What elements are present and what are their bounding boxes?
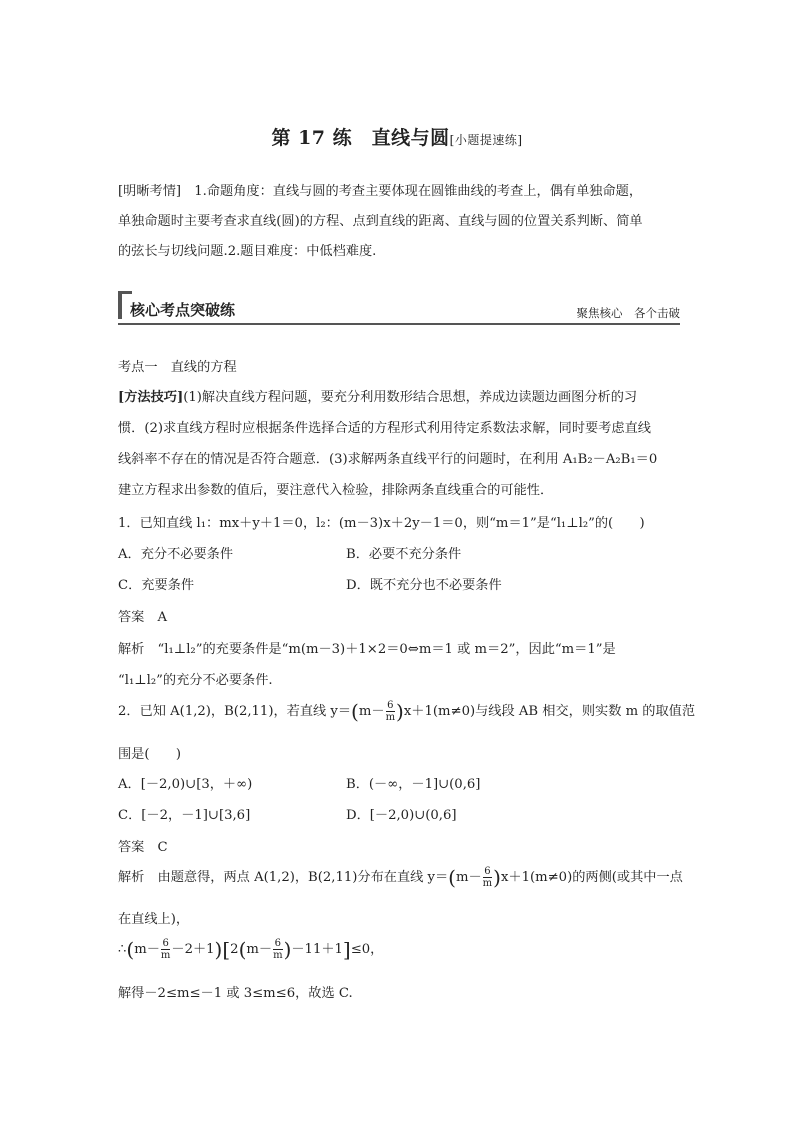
q1-analysis-1: 解析 “l₁⊥l₂”的充要条件是“m(m－3)＋1×2＝0⇔m＝1 或 m＝2”，因此“m＝1”是 <box>118 642 616 657</box>
q2-fraction: $\frac{6}{m}$ <box>385 700 396 723</box>
section-header <box>118 291 680 325</box>
q2-stem-line-1: 2．已知 A(1,2)，B(2,11)，若直线 y＝(m－ $\frac{6}{m}$ )x＋1(m≠0)与线段 AB 相交，则实数 m 的取值范 <box>118 699 696 724</box>
q1-analysis-2: “l₁⊥l₂”的充分不必要条件. <box>118 673 273 688</box>
intro-tag: [明晰考情] <box>118 184 182 199</box>
section-label: 核心考点突破练 <box>130 301 236 319</box>
q2-answer: 答案 C <box>118 840 168 855</box>
q1-answer: 答案 A <box>118 610 168 625</box>
q2-option-a: A．[－2,0)∪[3，＋∞) <box>118 777 253 792</box>
q1-option-c: C．充要条件 <box>118 578 195 593</box>
title-sub: [小题提速练] <box>449 133 523 147</box>
topic-heading: 考点一 直线的方程 <box>118 360 237 375</box>
intro-line-3: 的弦长与切线问题.2.题目难度：中低档难度. <box>118 244 377 259</box>
q1-stem: 1．已知直线 l₁：mx＋y＋1＝0，l₂：(m－3)x＋2y－1＝0，则“m＝1”是“l₁⊥l₂”的( ) <box>118 516 645 531</box>
q2-analysis-line-1: 解析 由题意得，两点 A(1,2)，B(2,11)分布在直线 y＝(m－ $\frac{6}{m}$ )x＋1(m≠0)的两侧(或其中一点 <box>118 865 683 890</box>
q1-option-a: A．充分不必要条件 <box>118 547 234 562</box>
section-bar-top <box>118 291 132 294</box>
q2-solution: 解得－2≤m≤－1 或 3≤m≤6，故选 C. <box>118 986 353 1001</box>
intro-line-2: 单独命题时主要考查求直线(圆)的方程、点到直线的距离、直线与圆的位置关系判断、简单 <box>118 214 643 229</box>
q2-analysis-line-2: 在直线上)， <box>118 912 190 927</box>
q2-option-b: B．(－∞，－1]∪(0,6] <box>346 777 481 792</box>
page-title <box>0 123 794 150</box>
q2-option-c: C．[－2，－1]∪[3,6] <box>118 808 251 823</box>
method-line-3: 线斜率不存在的情况是否符合题意．(3)求解两条直线平行的问题时，在利用 A₁B₂－A₂B₁＝0 <box>118 452 658 467</box>
section-right-label: 聚焦核心 各个击破 <box>576 306 680 320</box>
q1-option-d: D．既不充分也不必要条件 <box>346 578 502 593</box>
section-rule <box>118 323 680 325</box>
title-main: 第 17 练 直线与圆 <box>271 127 450 149</box>
intro-line-1: [明晰考情] 1.命题角度：直线与圆的考查主要体现在圆锥曲线的考查上，偶有单独命题， <box>118 184 643 199</box>
q2-option-d: D．[－2,0)∪(0,6] <box>346 808 457 823</box>
method-tag: [方法技巧] <box>118 390 184 405</box>
q1-option-b: B．必要不充分条件 <box>346 547 462 562</box>
section-bar <box>118 291 122 319</box>
method-line-1: [方法技巧](1)解决直线方程问题，要充分利用数形结合思想，养成边读题边画图分析的习 <box>118 390 638 405</box>
method-line-2: 惯．(2)求直线方程时应根据条件选择合适的方程形式利用待定系数法求解，同时要考虑直线 <box>118 421 651 436</box>
q2-stem-line-2: 围是( ) <box>118 747 182 762</box>
q2-inequality: ∴(m－ $\frac{6}{m}$ －2＋1)[2(m－ $\frac{6}{m}$ )－11＋1]≤0， <box>118 937 384 962</box>
method-line-4: 建立方程求出参数的值后，要注意代入检验，排除两条直线重合的可能性． <box>118 483 554 498</box>
